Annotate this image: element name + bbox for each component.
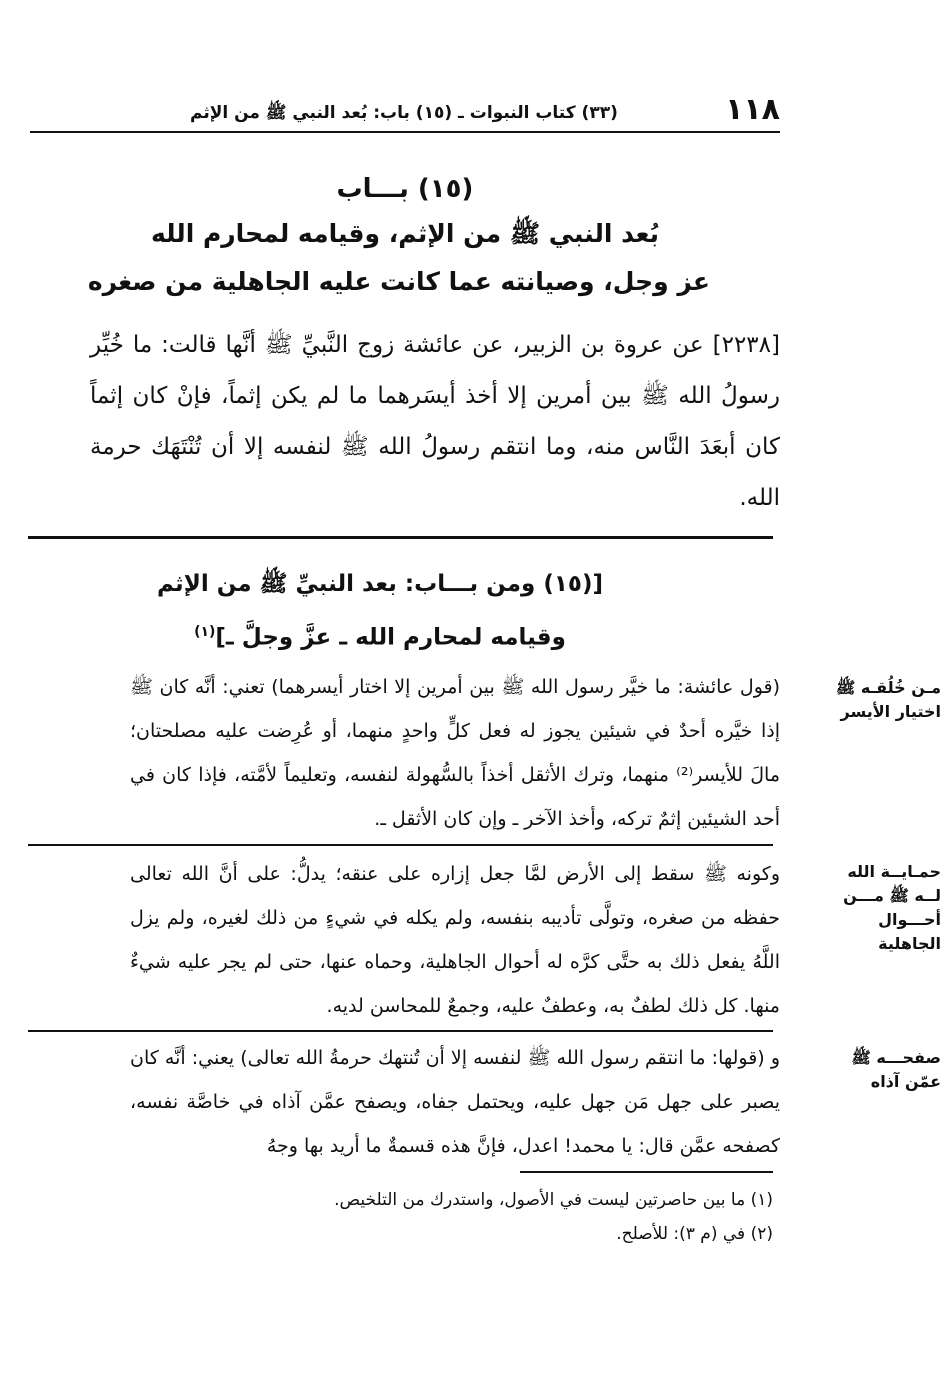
side-note-1: مـن خُلُقـه ﷺ اختيار الأيسر [836, 678, 941, 721]
chapter-heading: (١٥) بـــاب [336, 174, 474, 204]
commentary-title-line-2 [100, 608, 660, 662]
side-note-3: صفحـــه ﷺ عمّن آذاه [851, 1048, 941, 1091]
commentary-paragraph-1 [130, 665, 780, 841]
commentary-title-line-1: [(١٥) ومن بـــاب: بعد النبيِّ ﷺ من الإثم [157, 571, 603, 597]
commentary-paragraph-3-text: و (قولها: ما انتقم رسول الله ﷺ لنفسه إلا أن تُنتهك حرمةُ الله تعالى) يعني: أنَّه كان يصبر على جهل مَن جهل عليه، ويحتمل جفاه، ويصفح عمَّن آذاه في خاصَّة نفسه، كصفحه عمَّن قال: يا محمد! اعدل، فإنَّ هذه قسمةٌ ما أريد بها وجهُ [130, 1047, 780, 1157]
running-title: (٣٣) كتاب النبوات ـ (١٥) باب: بُعد النبي ﷺ من الإثم [190, 103, 618, 123]
commentary-title [100, 560, 660, 662]
commentary-paragraph-3 [130, 1036, 780, 1168]
commentary-paragraph-2 [130, 852, 780, 1028]
commentary-title-text: وقيامه لمحارم الله ـ عزَّ وجلَّ ـ] [215, 624, 566, 651]
footnote-rule [520, 1171, 773, 1173]
chapter-title-line-2: عز وجل، وصيانته عما كانت عليه الجاهلية من صغره [87, 267, 710, 296]
hadith-text-block [90, 320, 780, 524]
footnote-2: (٢) في (م ٣): للأصلح. [616, 1224, 773, 1244]
paragraph-separator-1 [28, 844, 773, 846]
chapter-title-block [87, 168, 710, 306]
commentary-paragraph-2-text: وكونه ﷺ سقط إلى الأرض لمَّا جعل إزاره على عنقه؛ يدلُّ: على أنَّ الله تعالى حفظه من صغره، وتولَّى تأديبه بنفسه، ولم يكله في شيءٍ من ذلك لغيره، ولم يزل اللَّهُ يفعل ذلك به حتَّى كرَّه له أحوال الجاهلية، وحماه عنها، حتى لم يجر عليه شيءٌ منها. كل ذلك لطفٌ به، وعطفٌ عليه، وجمعٌ للمحاسن لديه. [130, 863, 780, 1017]
hadith-text: [٢٢٣٨] عن عروة بن الزبير، عن عائشة زوج النَّبيِّ ﷺ أنَّها قالت: ما خُيِّر رسولُ الله ﷺ بين أمرين إلا أخذ أيسَرهما ما لم يكن إثماً، فإنْ كان إثماً كان أبعَدَ النَّاس منه، وما انتقم رسولُ الله ﷺ لنفسه إلا أن تُنْتَهَك حرمة الله. [90, 332, 780, 511]
side-note-2: حمـايــة الله لــه ﷺ مـــن أحـــوال الجاهلية [843, 862, 941, 953]
header-rule [30, 131, 780, 133]
section-divider [28, 536, 773, 539]
footnote-ref: (١) [194, 624, 216, 640]
running-header [150, 88, 780, 128]
chapter-title-line-1: بُعد النبي ﷺ من الإثم، وقيامه لمحارم الله [150, 219, 660, 248]
paragraph-separator-2 [28, 1030, 773, 1032]
footnote-1: (١) ما بين حاصرتين ليست في الأصول، واستدرك من التلخيص. [334, 1190, 773, 1210]
page-number: ١١٨ [725, 92, 780, 127]
footnotes [100, 1183, 773, 1251]
commentary-paragraph-1-text: (قول عائشة: ما خيَّر رسول الله ﷺ بين أمرين إلا اختار أيسرهما) تعني: أنَّه كان ﷺ إذا خيَّره أحدٌ في شيئين يجوز له فعل كلٍّ واحدٍ منهما، أو عُرِضت عليه مصلحتان؛ مالَ للأيسر⁽²⁾ منهما، وترك الأثقل أخذاً بالسُّهولة لنفسه، وتعليماً لأمَّته، فإذا كان في أحد الشيئين إثمٌ تركه، وأخذ الآخر ـ وإن كان الأثقل ـ. [130, 676, 781, 830]
